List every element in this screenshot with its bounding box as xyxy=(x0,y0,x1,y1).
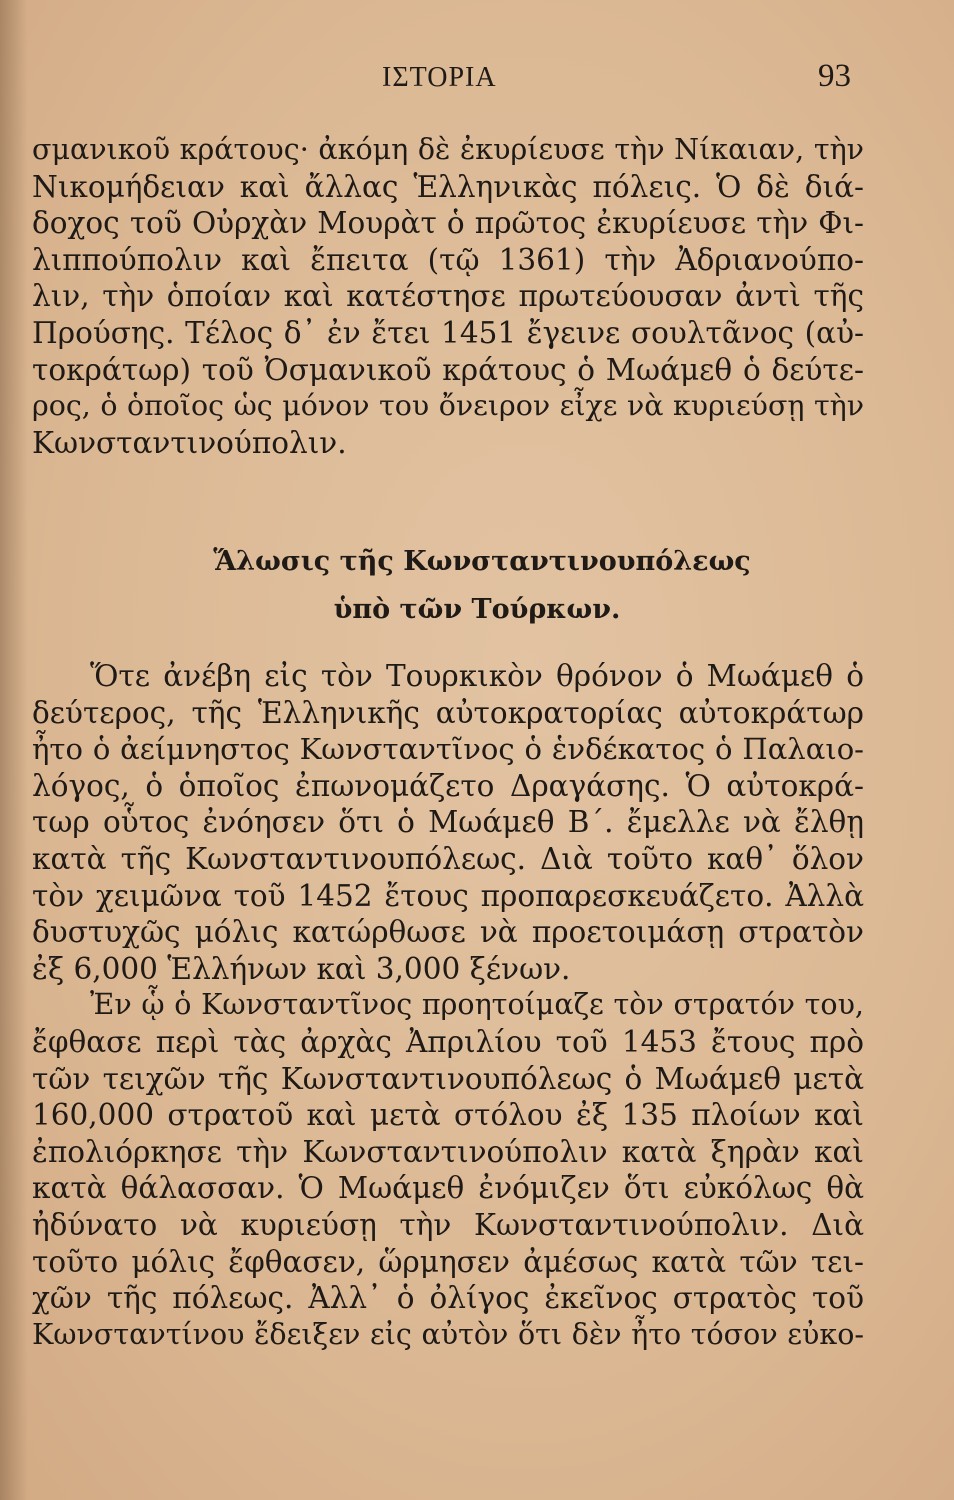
section-heading-line-2: ὑπὸ τῶν Τούρκων. xyxy=(333,594,621,625)
text-line: τοκράτωρ) τοῦ Ὀσμανικοῦ κράτους ὁ Μωάμεθ ὁ δεύτε- xyxy=(32,352,864,387)
page-edge-shadow xyxy=(0,0,28,1500)
text-line: σμανικοῦ κράτους· ἀκόμη δὲ ἐκυρίευσε τὴν Νίκαιαν, τὴν xyxy=(32,133,864,166)
text-line: χῶν τῆς πόλεως. Ἀλλ᾽ ὁ ὀλίγος ἐκεῖνος στρατὸς τοῦ xyxy=(32,1281,864,1316)
text-line: δεύτερος, τῆς Ἑλληνικῆς αὐτοκρατορίας αὐτοκράτωρ xyxy=(32,695,864,730)
text-line: τοῦτο μόλις ἔφθασεν, ὥρμησεν ἀμέσως κατὰ τῶν τει- xyxy=(32,1244,864,1279)
text-line: ἦτο ὁ ἀείμνηστος Κωνσταντῖνος ὁ ἑνδέκατος ὁ Παλαιο- xyxy=(32,732,864,767)
text-line: λόγος, ὁ ὁποῖος ἐπωνομάζετο Δραγάσης. Ὁ αὐτοκρά- xyxy=(32,768,864,803)
page-number: 93 xyxy=(818,58,851,94)
text-line: ἔφθασε περὶ τὰς ἀρχὰς Ἀπριλίου τοῦ 1453 ἔτους πρὸ xyxy=(32,1024,864,1059)
text-line: δυστυχῶς μόλις κατώρθωσε νὰ προετοιμάσῃ στρατὸν xyxy=(32,915,864,950)
text-line: Κωνσταντίνου ἔδειξεν εἰς αὐτὸν ὅτι δὲν ἦτο τόσον εὐκο- xyxy=(32,1317,864,1351)
text-line: Κωνσταντινούπολιν. xyxy=(32,425,347,460)
text-line: Νικομήδειαν καὶ ἄλλας Ἑλληνικὰς πόλεις. Ὁ δὲ διά- xyxy=(32,169,864,204)
section-heading xyxy=(0,538,954,634)
text-line: τὸν χειμῶνα τοῦ 1452 ἔτους προπαρεσκευάζετο. Ἀλλὰ xyxy=(32,878,864,913)
text-line: 160,000 στρατοῦ καὶ μετὰ στόλου ἐξ 135 πλοίων καὶ xyxy=(32,1098,864,1133)
text-line: ἐπολιόρκησε τὴν Κωνσταντινούπολιν κατὰ ξηρὰν καὶ xyxy=(32,1134,864,1169)
text-line: λιν, τὴν ὁποίαν καὶ κατέστησε πρωτεύουσαν ἀντὶ τῆς xyxy=(32,279,864,314)
text-line: κατὰ θάλασσαν. Ὁ Μωάμεθ ἐνόμιζεν ὅτι εὐκόλως θὰ xyxy=(32,1171,864,1206)
running-head: ΙΣΤΟΡΙΑ xyxy=(382,62,497,93)
paragraph-2 xyxy=(32,658,864,1353)
paragraph-1 xyxy=(32,132,864,461)
text-line: ρος, ὁ ὁποῖος ὡς μόνον του ὄνειρον εἶχε νὰ κυριεύσῃ τὴν xyxy=(32,389,864,423)
text-line: Ἐν ᾧ ὁ Κωνσταντῖνος προητοίμαζε τὸν στρατόν του, xyxy=(90,988,864,1022)
text-line: τωρ οὗτος ἐνόησεν ὅτι ὁ Μωάμεθ Β΄. ἔμελλε νὰ ἔλθῃ xyxy=(32,805,864,840)
section-heading-line-1: Ἅλωσις τῆς Κωνσταντινουπόλεως xyxy=(213,546,751,577)
text-line: ἠδύνατο νὰ κυριεύσῃ τὴν Κωνσταντινούπολιν. Διὰ xyxy=(32,1207,864,1242)
text-line: δοχος τοῦ Οὐρχὰν Μουρὰτ ὁ πρῶτος ἐκυρίευσε τὴν Φι- xyxy=(32,206,864,241)
text-line: κατὰ τῆς Κωνσταντινουπόλεως. Διὰ τοῦτο καθ᾽ ὅλον xyxy=(32,841,864,876)
text-line: Ὅτε ἀνέβη εἰς τὸν Τουρκικὸν θρόνον ὁ Μωάμεθ ὁ xyxy=(90,659,864,693)
text-line: ἐξ 6,000 Ἑλλήνων καὶ 3,000 ξένων. xyxy=(32,951,571,986)
page-header xyxy=(0,58,954,106)
text-line: λιππούπολιν καὶ ἔπειτα (τῷ 1361) τὴν Ἀδριανούπο- xyxy=(32,242,864,277)
text-line: τῶν τειχῶν τῆς Κωνσταντινουπόλεως ὁ Μωάμεθ μετὰ xyxy=(32,1061,864,1096)
text-line: Προύσης. Τέλος δ᾽ ἐν ἔτει 1451 ἔγεινε σουλτᾶνος (αὐ- xyxy=(32,315,864,350)
